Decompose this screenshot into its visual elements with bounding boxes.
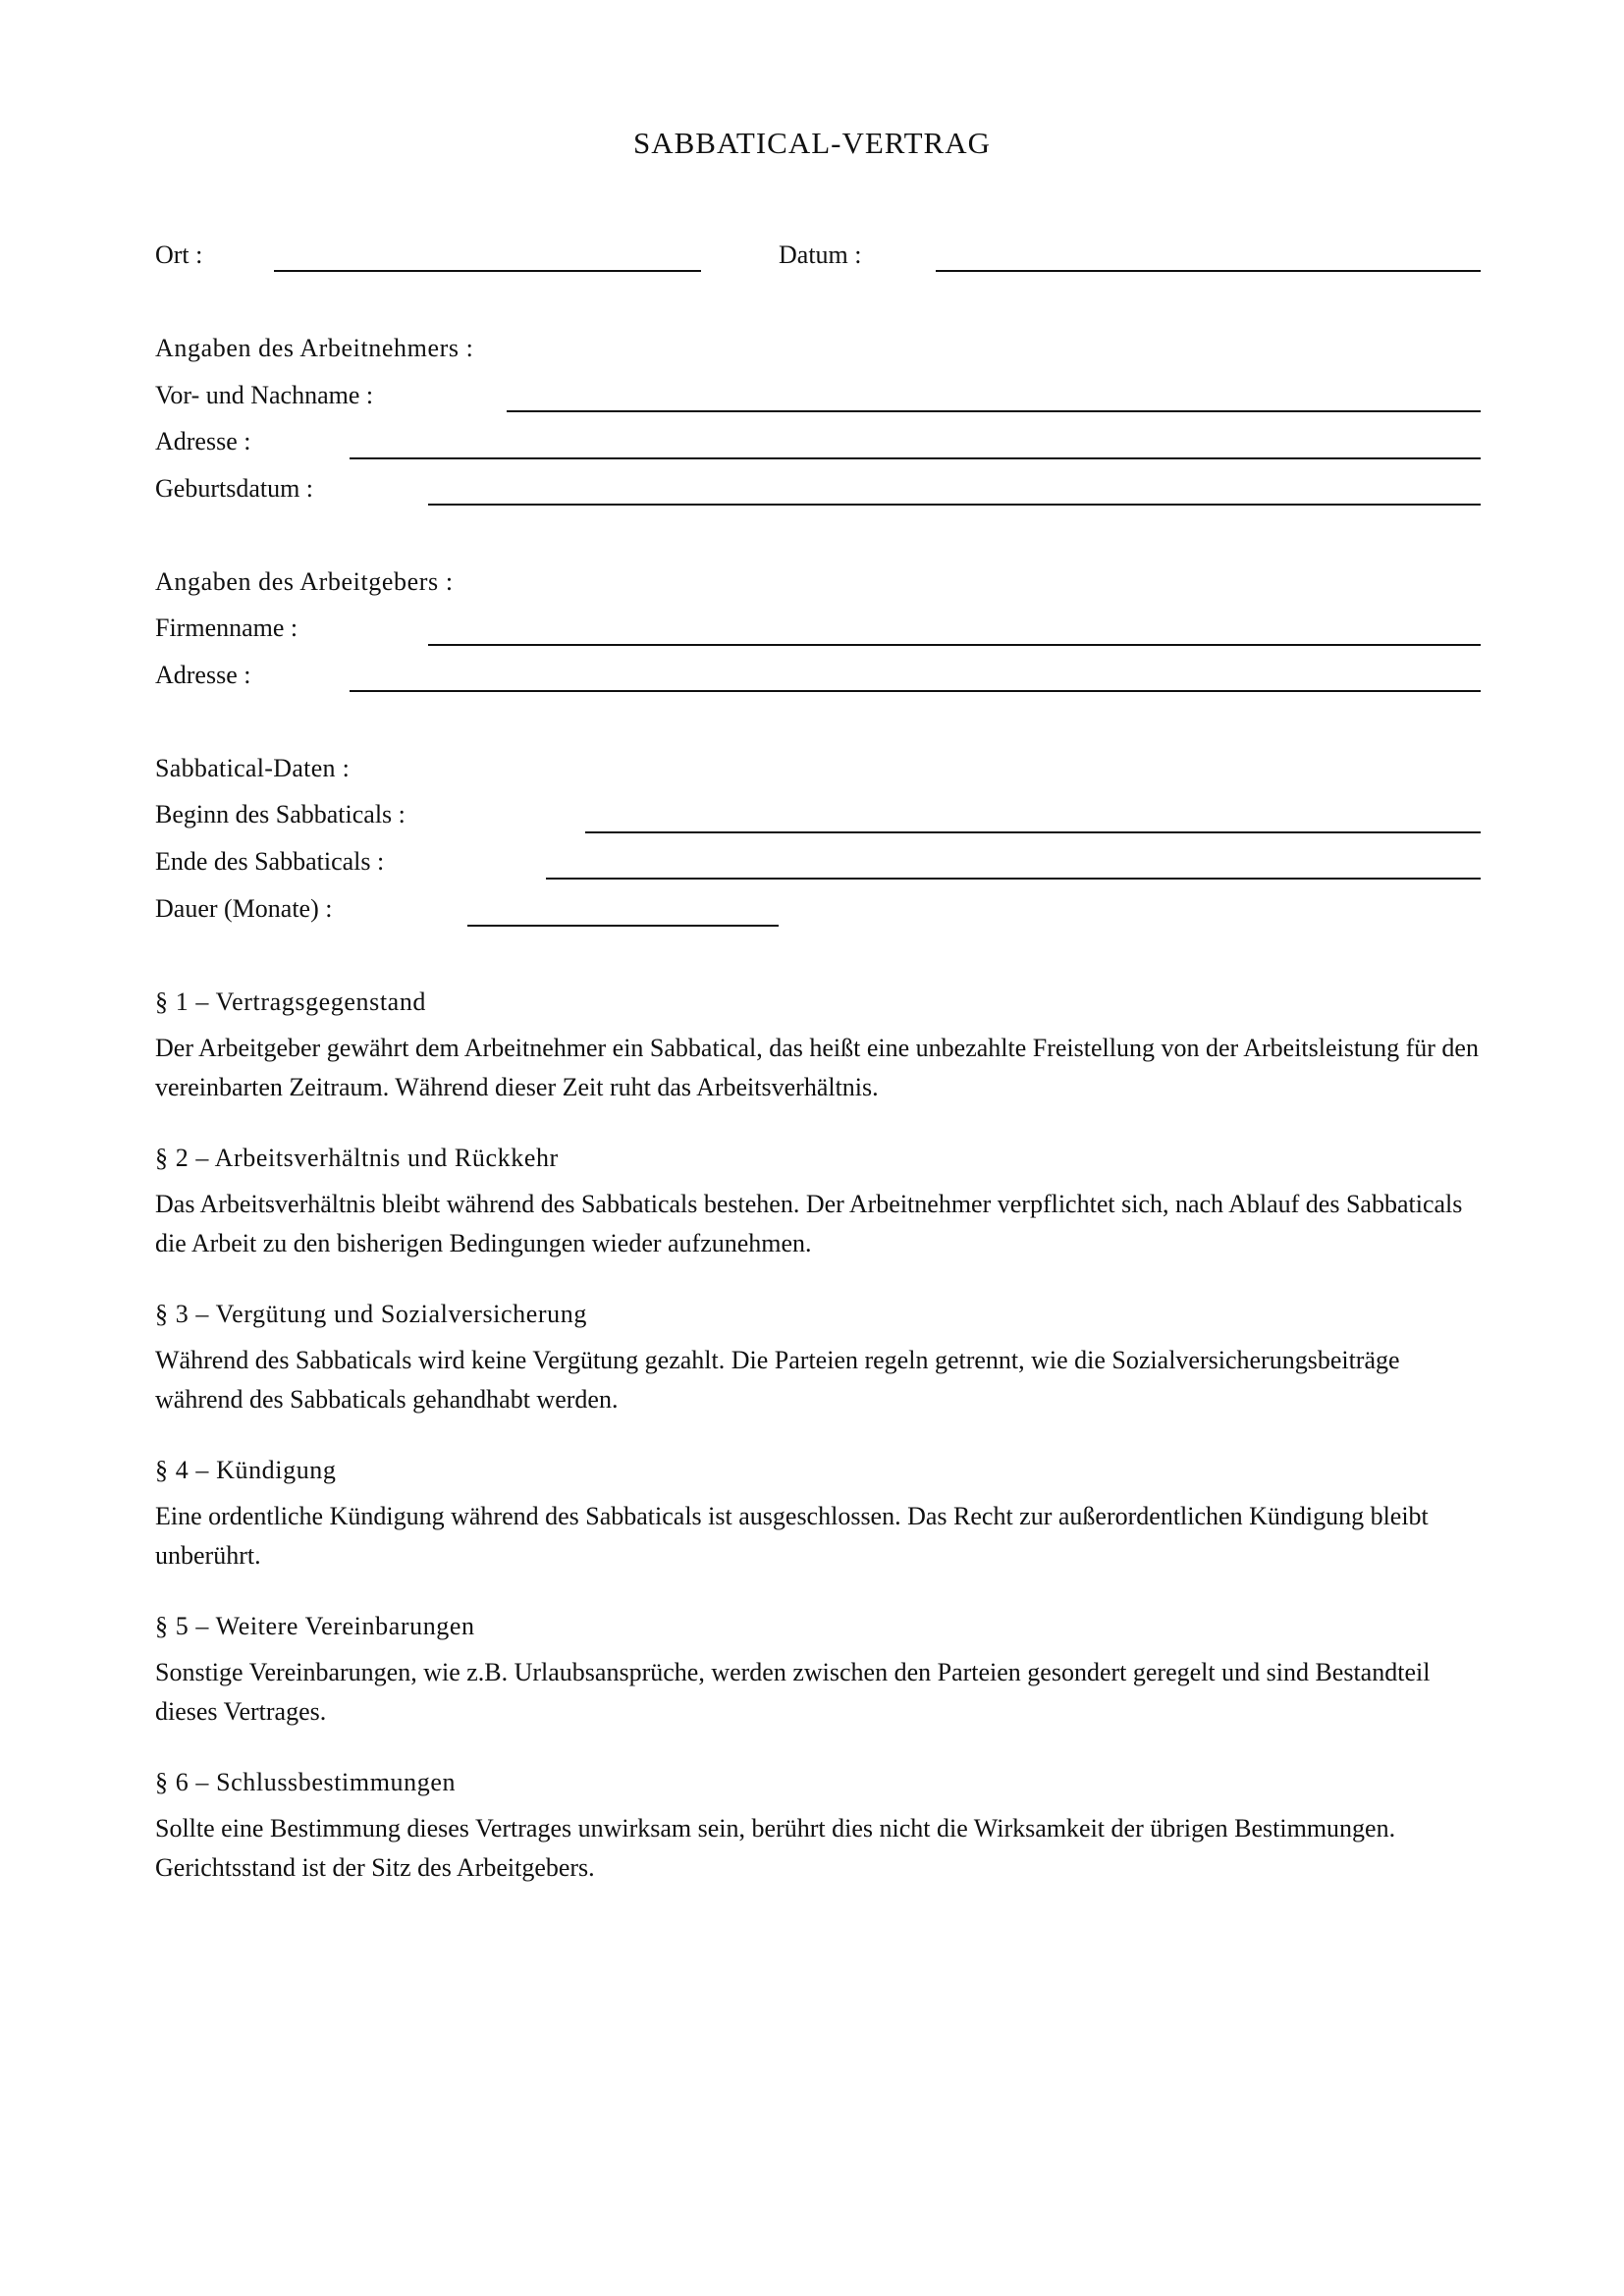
arbeitgeber-adresse-field[interactable] — [350, 690, 1481, 692]
clause-4-heading: § 4 – Kündigung — [155, 1456, 337, 1484]
ort-label: Ort : — [155, 240, 203, 269]
clause-6-text: Sollte eine Bestimmung dieses Vertrages unwirksam sein, berührt dies nicht die Wirksamkeit der übrigen Bestimmungen. Gerichtsstand ist der Sitz des Arbeitgebers. — [155, 1814, 1396, 1882]
sabbatical-dauer-label: Dauer (Monate) : — [155, 894, 333, 923]
arbeitgeber-section-label: Angaben des Arbeitgebers : — [155, 567, 454, 596]
clause-6-heading: § 6 – Schlussbestimmungen — [155, 1768, 457, 1796]
sabbatical-ende-field[interactable] — [546, 878, 1481, 880]
datum-label: Datum : — [779, 240, 862, 269]
clause-1-text: Der Arbeitgeber gewährt dem Arbeitnehmer ein Sabbatical, das heißt eine unbezahlte Freistellung von der Arbeitsleistung für den vereinbarten Zeitraum. Während dieser Zeit ruht das Arbeitsverhältnis. — [155, 1034, 1479, 1101]
clause-5-heading: § 5 – Weitere Vereinbarungen — [155, 1612, 475, 1640]
clause-2-heading: § 2 – Arbeitsverhältnis und Rückkehr — [155, 1144, 559, 1172]
clause-5-text: Sonstige Vereinbarungen, wie z.B. Urlaubsansprüche, werden zwischen den Parteien gesondert geregelt und sind Bestandteil dieses Vertrages. — [155, 1658, 1431, 1726]
arbeitnehmer-geburtsdatum-field[interactable] — [428, 504, 1481, 506]
arbeitnehmer-section-label: Angaben des Arbeitnehmers : — [155, 334, 474, 362]
datum-field[interactable] — [936, 270, 1481, 272]
ort-field[interactable] — [274, 270, 701, 272]
sabbatical-beginn-label: Beginn des Sabbaticals : — [155, 800, 406, 828]
arbeitgeber-firmenname-field[interactable] — [428, 644, 1481, 646]
clause-4-text: Eine ordentliche Kündigung während des Sabbaticals ist ausgeschlossen. Das Recht zur außerordentlichen Kündigung bleibt unberührt. — [155, 1502, 1429, 1570]
arbeitgeber-firmenname-label: Firmenname : — [155, 614, 298, 642]
clause-2-text: Das Arbeitsverhältnis bleibt während des Sabbaticals bestehen. Der Arbeitnehmer verpflichtet sich, nach Ablauf des Sabbaticals die Arbeit zu den bisherigen Bedingungen wieder aufzunehmen. — [155, 1190, 1463, 1257]
sabbatical-dauer-field[interactable] — [467, 925, 779, 927]
arbeitnehmer-adresse-label: Adresse : — [155, 427, 251, 455]
arbeitnehmer-name-label: Vor- und Nachname : — [155, 381, 374, 409]
clause-1-heading: § 1 – Vertragsgegenstand — [155, 988, 427, 1016]
sabbatical-ende-label: Ende des Sabbaticals : — [155, 847, 385, 876]
sabbatical-section-label: Sabbatical-Daten : — [155, 754, 351, 782]
arbeitgeber-adresse-label: Adresse : — [155, 661, 251, 689]
document-title: SABBATICAL-VERTRAG — [632, 126, 992, 160]
arbeitnehmer-name-field[interactable] — [507, 410, 1481, 412]
arbeitnehmer-geburtsdatum-label: Geburtsdatum : — [155, 474, 314, 503]
clause-3-heading: § 3 – Vergütung und Sozialversicherung — [155, 1300, 587, 1328]
arbeitnehmer-adresse-field[interactable] — [350, 457, 1481, 459]
sabbatical-beginn-field[interactable] — [585, 831, 1481, 833]
clause-3-text: Während des Sabbaticals wird keine Vergütung gezahlt. Die Parteien regeln getrennt, wie die Sozialversicherungsbeiträge während des Sabbaticals gehandhabt werden. — [155, 1346, 1400, 1414]
